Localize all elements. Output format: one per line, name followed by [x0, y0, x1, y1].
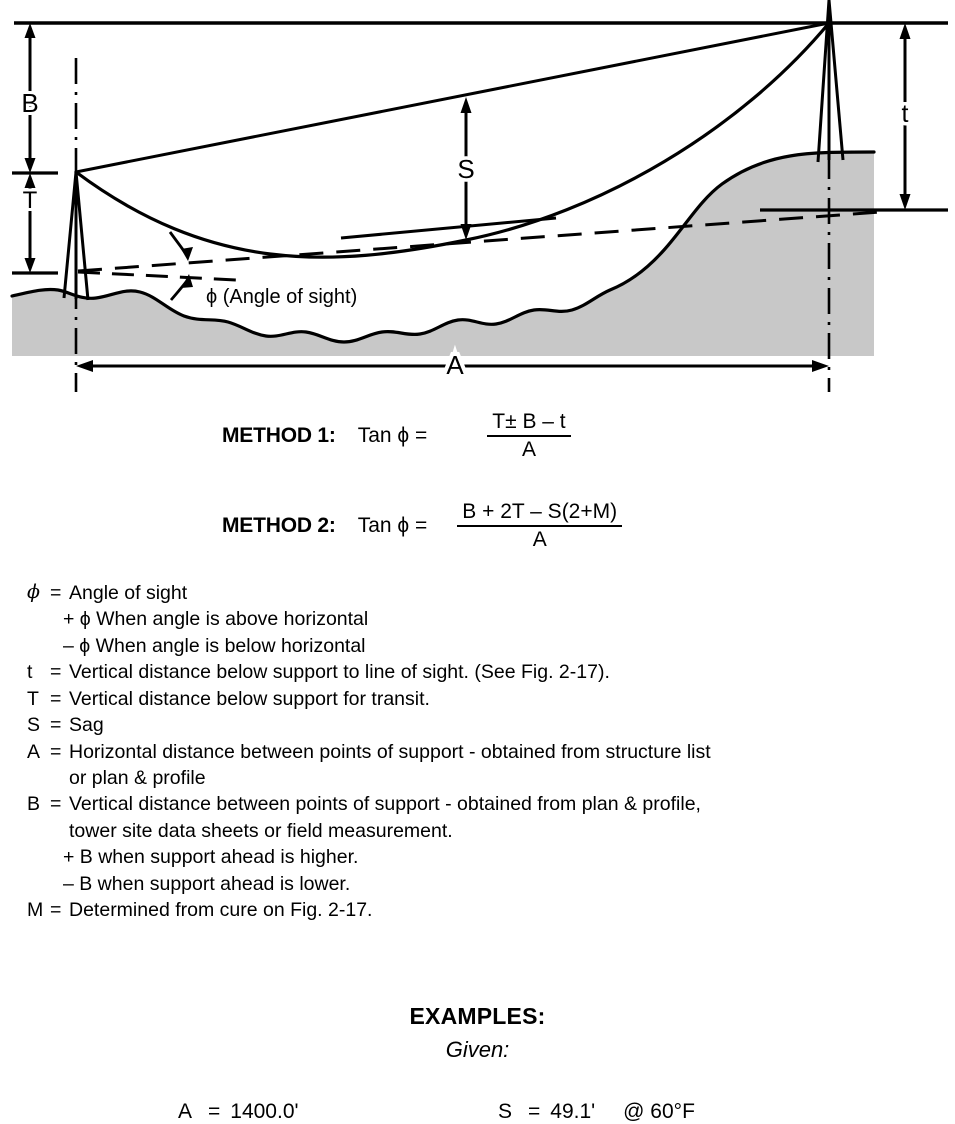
definition-row: [27, 659, 952, 685]
definition-row: [27, 686, 952, 712]
given-item-S: [498, 1100, 695, 1124]
definition-symbol: t: [27, 661, 33, 684]
horizontal-reference-dashed: [78, 272, 237, 280]
tangent-line-solid: [341, 218, 556, 238]
definition-text: Vertical distance below support to line of sight. (See Fig. 2-17).: [69, 661, 610, 684]
definition-equals: =: [50, 687, 62, 710]
method-1-lhs: Tan ϕ =: [357, 423, 428, 447]
given-equals: =: [528, 1100, 541, 1123]
method-1-formula: [222, 410, 571, 461]
given-value: 49.1': [550, 1100, 596, 1123]
definitions-list: [27, 580, 952, 923]
given-note: @ 60°F: [623, 1100, 695, 1123]
definition-text: – ϕ When angle is below horizontal: [63, 634, 366, 657]
definition-row: [27, 791, 952, 817]
definition-text: Vertical distance below support for transit.: [69, 687, 430, 710]
definition-symbol: ϕ: [27, 581, 40, 603]
definition-row: [27, 580, 952, 606]
definition-text: Sag: [69, 714, 104, 737]
method-2-formula: [222, 500, 622, 551]
label-T: T: [22, 187, 38, 214]
definition-row: [27, 633, 952, 659]
method-1-label: METHOD 1:: [222, 423, 336, 447]
definition-text: + B when support ahead is higher.: [63, 846, 359, 869]
given-symbol: S: [498, 1100, 513, 1123]
definition-row: [27, 818, 952, 844]
method-2-denominator: A: [532, 527, 547, 551]
definition-row: [27, 844, 952, 870]
definition-text: Determined from cure on Fig. 2-17.: [69, 899, 373, 922]
label-angle-of-sight: ϕ (Angle of sight): [206, 286, 358, 308]
dimension-T: [23, 173, 38, 273]
definition-equals: =: [50, 899, 62, 922]
method-2-lhs: Tan ϕ =: [357, 513, 428, 537]
definition-equals: =: [50, 582, 62, 604]
angle-indicator-arrows: [170, 232, 193, 300]
definition-row: [27, 765, 952, 791]
dimension-S: [457, 97, 474, 240]
dimension-t: [900, 23, 911, 210]
label-B: B: [21, 88, 39, 118]
definition-symbol: T: [27, 687, 39, 710]
definition-symbol: M: [27, 899, 44, 922]
definition-text: – B when support ahead is lower.: [63, 872, 351, 895]
definition-text: tower site data sheets or field measurement.: [69, 819, 453, 842]
definition-row: [27, 739, 952, 765]
method-2-fraction: [457, 500, 622, 551]
method-2-numerator: B + 2T – S(2+M): [462, 500, 618, 523]
method-2-label: METHOD 2:: [222, 513, 336, 537]
sag-diagram: [0, 0, 955, 395]
sag-diagram-svg: [0, 0, 955, 395]
left-tower: [64, 172, 88, 300]
definition-symbol: A: [27, 740, 41, 763]
given-value: 1400.0': [230, 1100, 299, 1123]
method-1-numerator: T± B – t: [492, 410, 566, 433]
label-A: A: [446, 350, 464, 380]
chord-line: [76, 23, 829, 172]
dimension-B: [21, 23, 38, 173]
definition-symbol: B: [27, 793, 41, 816]
label-t: t: [901, 100, 909, 128]
definition-text: Angle of sight: [69, 582, 188, 604]
definition-row: [27, 871, 952, 897]
definition-row: [27, 606, 952, 632]
method-1-fraction: [487, 410, 570, 461]
given-heading: Given:: [445, 1037, 510, 1062]
definition-text: Vertical distance between points of support - obtained from plan & profile,: [69, 793, 701, 816]
definition-text: Horizontal distance between points of support - obtained from structure list: [69, 740, 711, 763]
definition-equals: =: [50, 714, 62, 737]
definition-equals: =: [50, 661, 62, 684]
given-item-A: [178, 1100, 299, 1124]
definition-text: + ϕ When angle is above horizontal: [63, 608, 369, 631]
method-1-denominator: A: [521, 437, 536, 461]
label-S: S: [457, 154, 475, 184]
definition-equals: =: [50, 740, 62, 763]
given-equals: =: [208, 1100, 221, 1123]
definition-row: [27, 712, 952, 738]
definition-row: [27, 897, 952, 923]
given-symbol: A: [178, 1100, 193, 1123]
definition-symbol: S: [27, 714, 41, 737]
definition-equals: =: [50, 793, 62, 816]
examples-heading: EXAMPLES:: [409, 1003, 546, 1029]
definition-text: or plan & profile: [69, 766, 206, 789]
